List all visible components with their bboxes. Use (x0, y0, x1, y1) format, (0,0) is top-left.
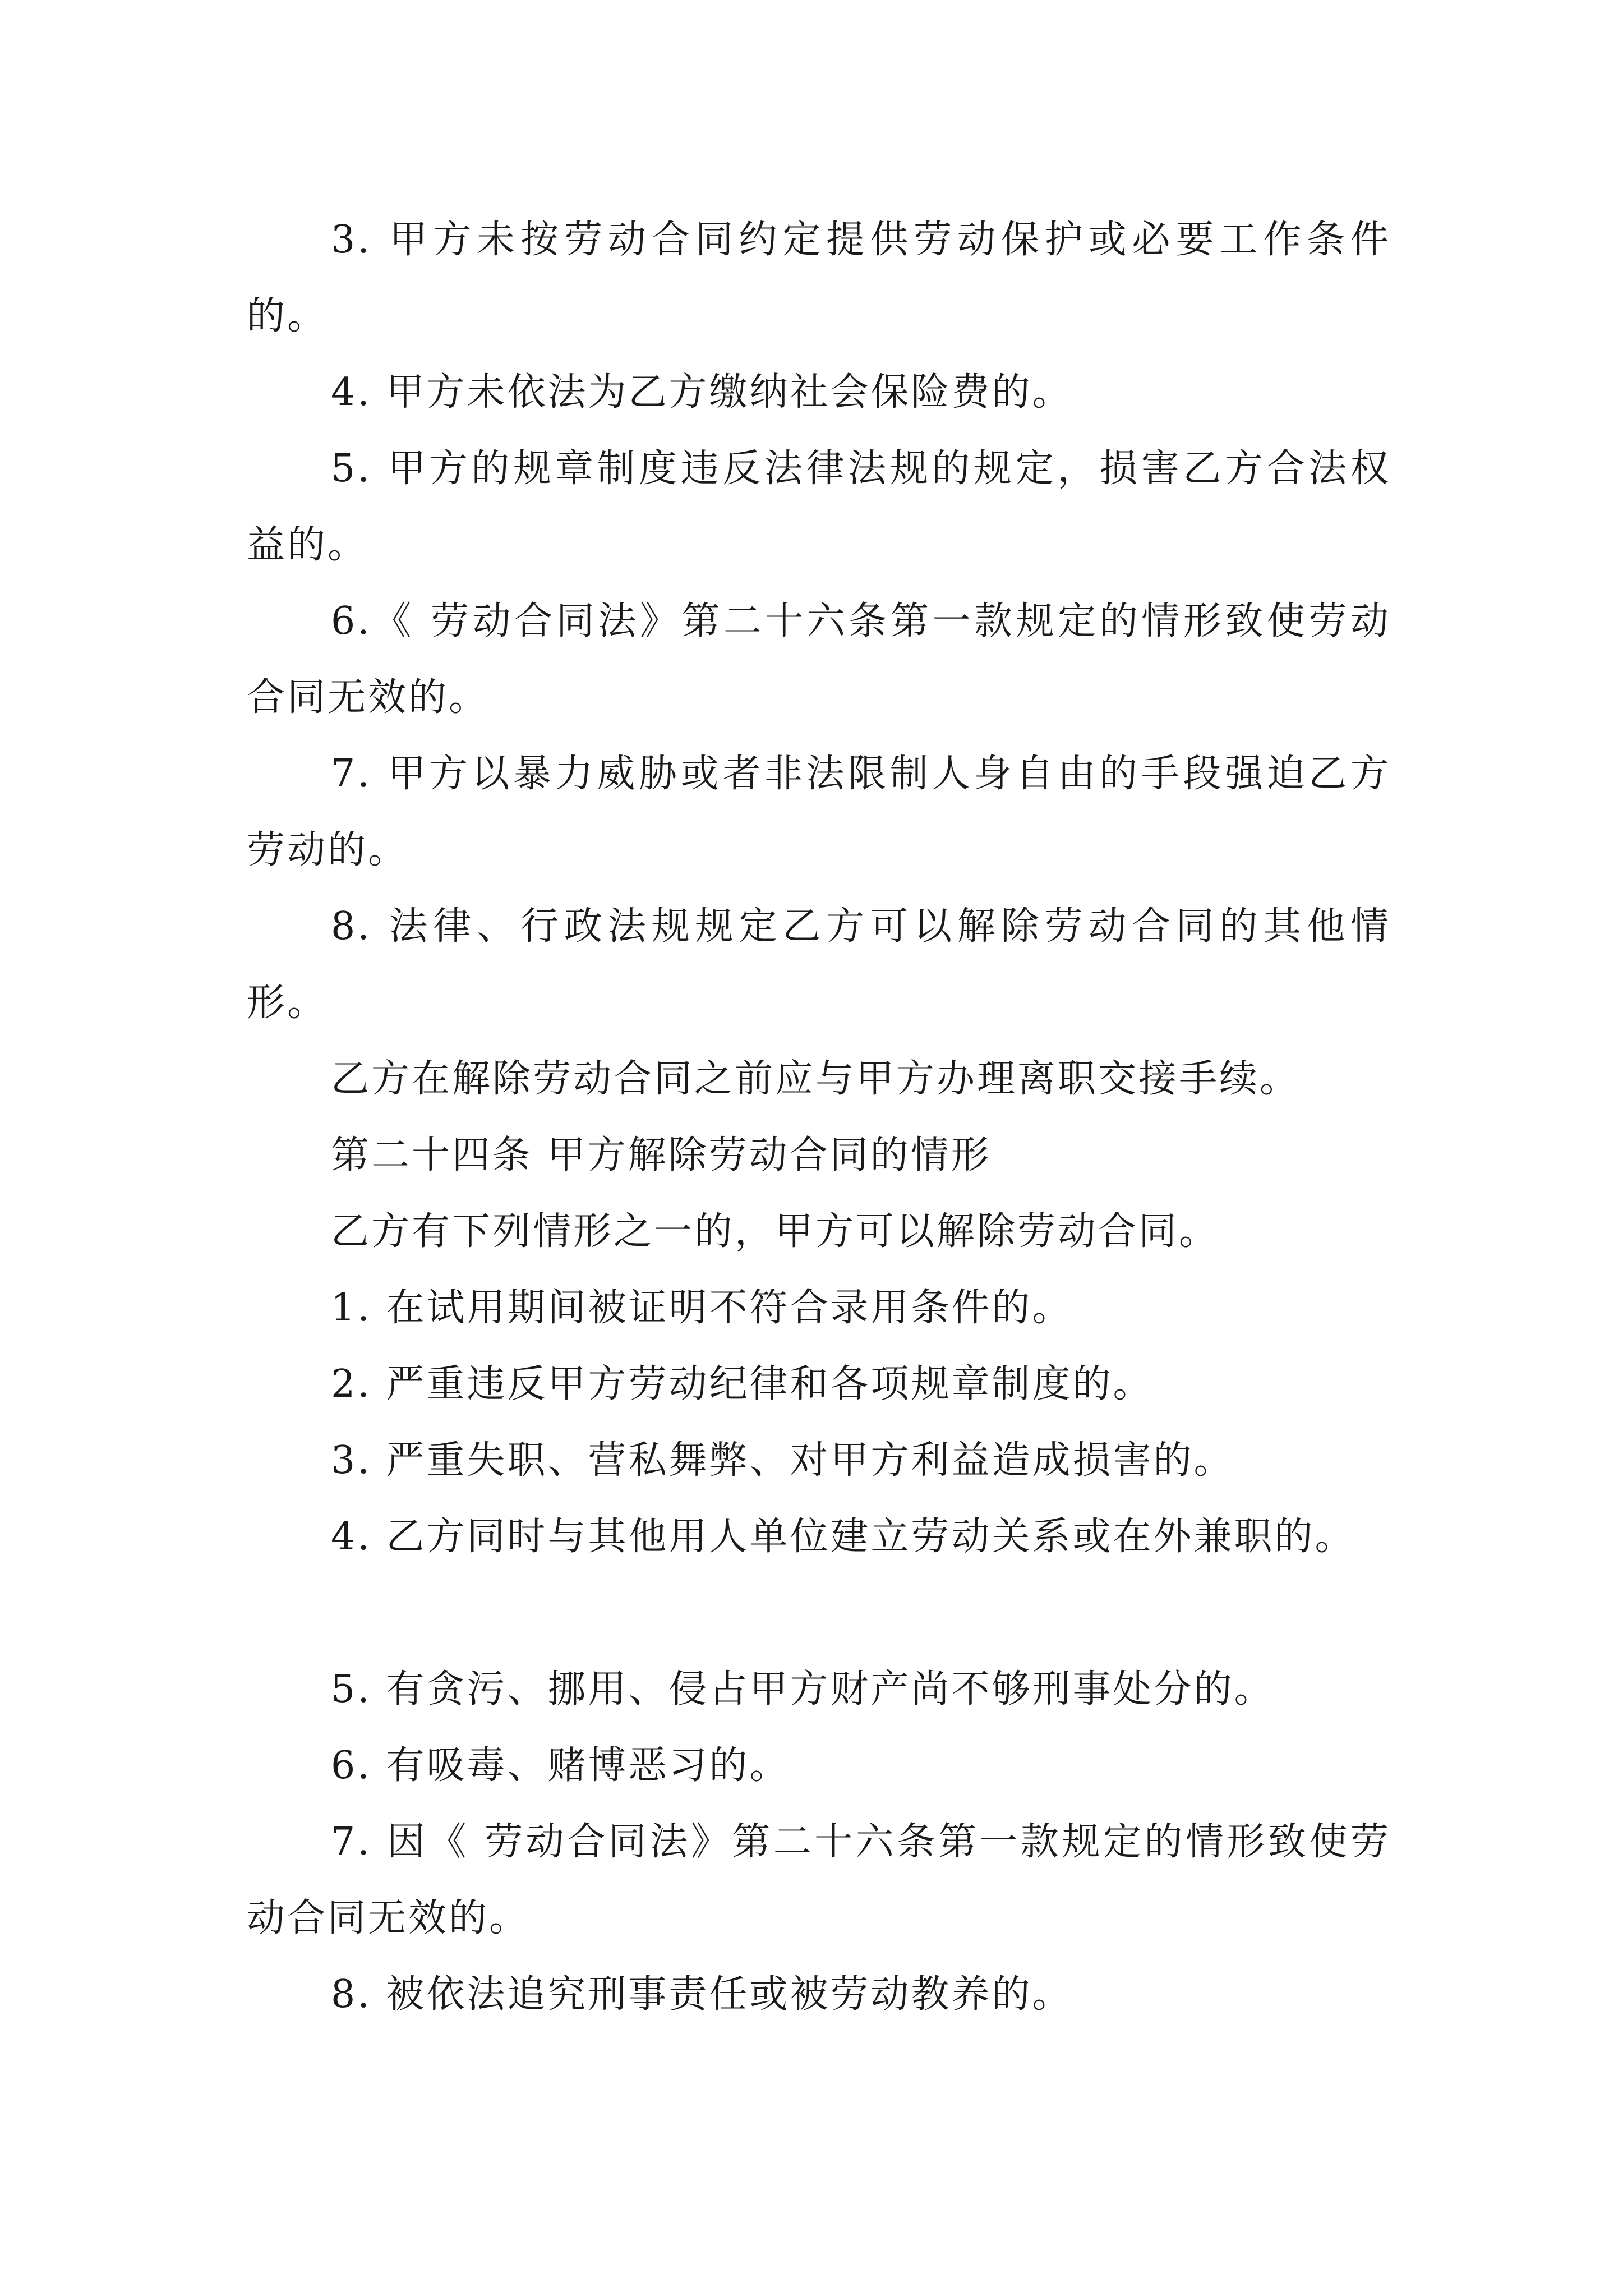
paragraph-5: 7. 甲方以暴力威胁或者非法限制人身自由的手段强迫乙方劳动的。 (247, 752, 1391, 872)
article-heading: 第二十四条 甲方解除劳动合同的情形 (331, 1133, 992, 1177)
paragraph-3: 5. 甲方的规章制度违反法律法规的规定，损害乙方合法权益的。 (247, 447, 1391, 567)
paragraph-4: 6.《 劳动合同法》第二十六条第一款规定的情形致使劳动合同无效的。 (247, 599, 1391, 720)
paragraph-8: 乙方有下列情形之一的，甲方可以解除劳动合同。 (331, 1209, 1220, 1254)
list-item-2: 2. 严重违反甲方劳动纪律和各项规章制度的。 (331, 1362, 1154, 1406)
list-item-8: 8. 被依法追究刑事责任或被劳动教养的。 (331, 1972, 1073, 2017)
paragraph-1: 3. 甲方未按劳动合同约定提供劳动保护或必要工作条件的。 (247, 218, 1391, 338)
paragraph-7: 乙方在解除劳动合同之前应与甲方办理离职交接手续。 (331, 1057, 1301, 1101)
paragraph-2: 4. 甲方未依法为乙方缴纳社会保险费的。 (331, 370, 1073, 415)
list-item-1: 1. 在试用期间被证明不符合录用条件的。 (331, 1286, 1073, 1330)
list-item-6: 6. 有吸毒、赌博恶习的。 (331, 1743, 790, 1788)
paragraph-6: 8. 法律、行政法规规定乙方可以解除劳动合同的其他情形。 (247, 904, 1391, 1025)
list-item-7: 7. 因《 劳动合同法》第二十六条第一款规定的情形致使劳动合同无效的。 (247, 1820, 1391, 1940)
list-item-5: 5. 有贪污、挪用、侵占甲方财产尚不够刑事处分的。 (331, 1667, 1275, 1711)
list-item-3: 3. 严重失职、营私舞弊、对甲方利益造成损害的。 (331, 1438, 1234, 1483)
list-item-4: 4. 乙方同时与其他用人单位建立劳动关系或在外兼职的。 (331, 1515, 1355, 1559)
